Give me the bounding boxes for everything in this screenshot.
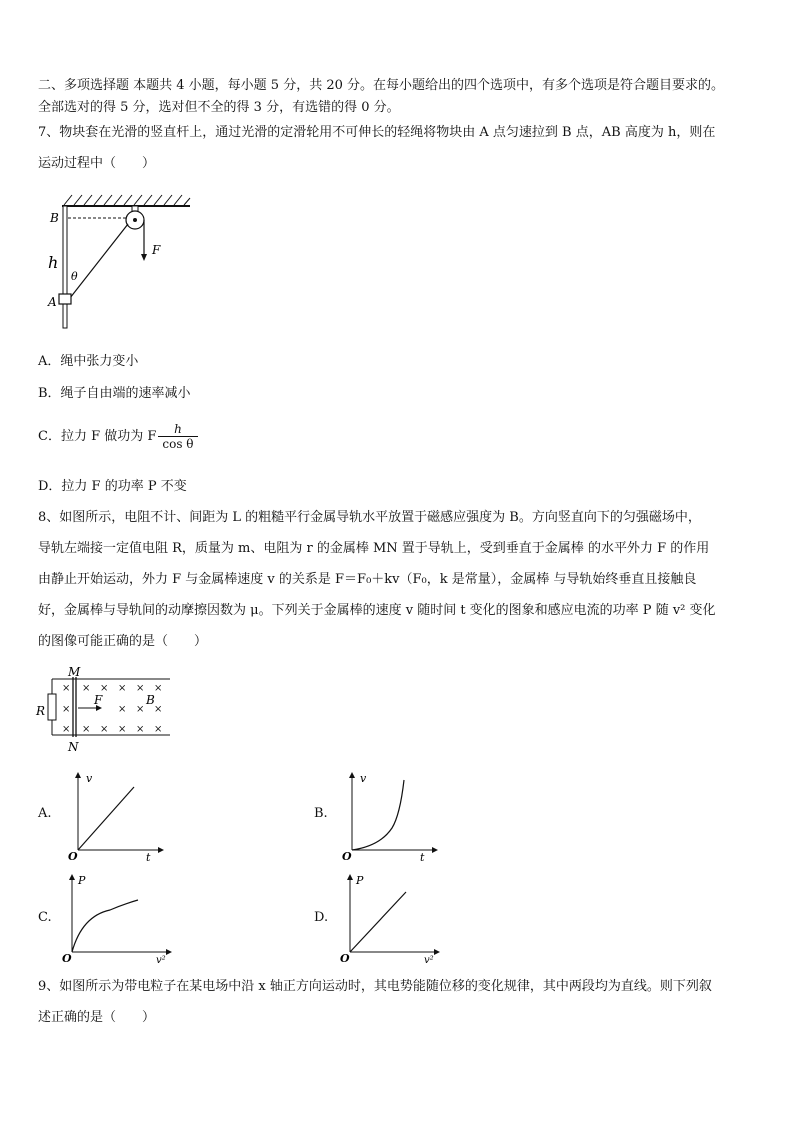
q8-graph-b — [340, 770, 440, 862]
q7-stem-line-2: 运动过程中（ ） — [38, 156, 156, 171]
q8-graph-d-curve — [350, 892, 406, 952]
q8-graph-b-curve — [352, 780, 404, 850]
svg-text:×: × — [136, 704, 145, 715]
svg-text:×: × — [154, 724, 163, 735]
q8-graph-c — [60, 872, 180, 964]
svg-text:×: × — [136, 724, 145, 735]
q9-stem-line-2: 述正确的是（ ） — [38, 1010, 156, 1025]
q7-label-b: B — [50, 211, 59, 225]
q8-graph-d-option-label: D. — [314, 910, 329, 925]
q7-label-theta: θ — [71, 270, 78, 283]
q8-graph-a — [66, 770, 166, 862]
q8-label-r: R — [36, 704, 46, 718]
q7-pulley-figure — [40, 190, 200, 330]
q8-stem-line-1: 8、如图所示，电阻不计、间距为 L 的粗糙平行金属导轨水平放置于磁感应强度为 B。方向竖直向下的匀强磁场中， — [38, 510, 701, 525]
q7-label-f: F — [152, 243, 161, 257]
q8-label-f: F — [94, 693, 103, 707]
q8-graph-a-option-label: A. — [38, 806, 52, 821]
graph-x-label: v² — [156, 955, 166, 964]
svg-text:×: × — [100, 724, 109, 735]
q8-stem-line-5: 的图像可能正确的是（ ） — [38, 634, 208, 649]
graph-y-label: P — [78, 874, 86, 887]
graph-origin-label: O — [340, 952, 350, 964]
svg-text:×: × — [62, 724, 71, 735]
q7-option-d: D．拉力 F 的功率 P 不变 — [38, 479, 187, 494]
q8-label-m: M — [68, 665, 81, 679]
q7-option-c-fraction — [158, 422, 197, 451]
svg-text:×: × — [82, 683, 91, 694]
q8-stem-line-4: 好，金属棒与导轨间的动摩擦因数为 μ。下列关于金属棒的速度 v 随时间 t 变化的图象和感应电流的功率 P 随 v² 变化 — [38, 603, 716, 618]
q7-label-h: h — [48, 253, 59, 272]
graph-x-label: t — [420, 851, 425, 862]
q7-option-c-prefix: C．拉力 F 做功为 F — [38, 429, 157, 444]
q8-graph-a-curve — [78, 787, 134, 850]
section-instruction-line-2: 全部选对的得 5 分，选对但不全的得 3 分，有选错的得 0 分。 — [38, 100, 400, 115]
q8-label-b: B — [146, 693, 155, 707]
svg-text:×: × — [154, 683, 163, 694]
q8-circuit-figure — [34, 664, 174, 754]
q8-graph-d — [338, 872, 448, 964]
svg-text:×: × — [118, 704, 127, 715]
svg-text:×: × — [136, 683, 145, 694]
graph-origin-label: O — [68, 850, 78, 862]
q8-graph-c-option-label: C. — [38, 910, 52, 925]
svg-text:×: × — [62, 704, 71, 715]
q7-label-a: A — [48, 295, 57, 309]
svg-text:×: × — [100, 683, 109, 694]
q8-stem-line-2: 导轨左端接一定值电阻 R，质量为 m、电阻为 r 的金属棒 MN 置于导轨上，受到垂直于金属棒 的水平外力 F 的作用 — [38, 541, 710, 556]
fraction-denominator: cos θ — [162, 437, 194, 451]
q8-graph-c-curve — [72, 900, 138, 952]
q7-stem-line-1: 7、物块套在光滑的竖直杆上，通过光滑的定滑轮用不可伸长的轻绳将物块由 A 点匀速拉到 B 点，AB 高度为 h，则在 — [38, 125, 716, 140]
q9-stem-line-1: 9、如图所示为带电粒子在某电场中沿 x 轴正方向运动时，其电势能随位移的变化规律，其中两段均为直线。则下列叙 — [38, 979, 712, 994]
q7-option-b: B．绳子自由端的速率减小 — [38, 386, 191, 401]
graph-y-label: v — [86, 772, 93, 785]
svg-text:×: × — [82, 724, 91, 735]
svg-text:×: × — [154, 704, 163, 715]
svg-text:×: × — [118, 683, 127, 694]
section-instruction-line-1: 二、多项选择题 本题共 4 小题，每小题 5 分，共 20 分。在每小题给出的四个选项中，有多个选项是符合题目要求的。 — [38, 78, 725, 93]
svg-text:×: × — [62, 683, 71, 694]
svg-text:×: × — [118, 724, 127, 735]
graph-origin-label: O — [342, 850, 352, 862]
q8-label-n: N — [68, 740, 79, 754]
fraction-numerator: h — [158, 422, 197, 437]
q7-option-c — [38, 422, 198, 451]
q7-option-a: A．绳中张力变小 — [38, 354, 139, 369]
graph-y-label: P — [356, 874, 364, 887]
graph-x-label: t — [146, 851, 151, 862]
graph-origin-label: O — [62, 952, 72, 964]
graph-x-label: v² — [424, 955, 434, 964]
q8-graph-b-option-label: B. — [314, 806, 328, 821]
q8-stem-line-3: 由静止开始运动，外力 F 与金属棒速度 v 的关系是 F＝F₀＋kv（F₀，k 是常量），金属棒 与导轨始终垂直且接触良 — [38, 572, 697, 587]
graph-y-label: v — [360, 772, 367, 785]
